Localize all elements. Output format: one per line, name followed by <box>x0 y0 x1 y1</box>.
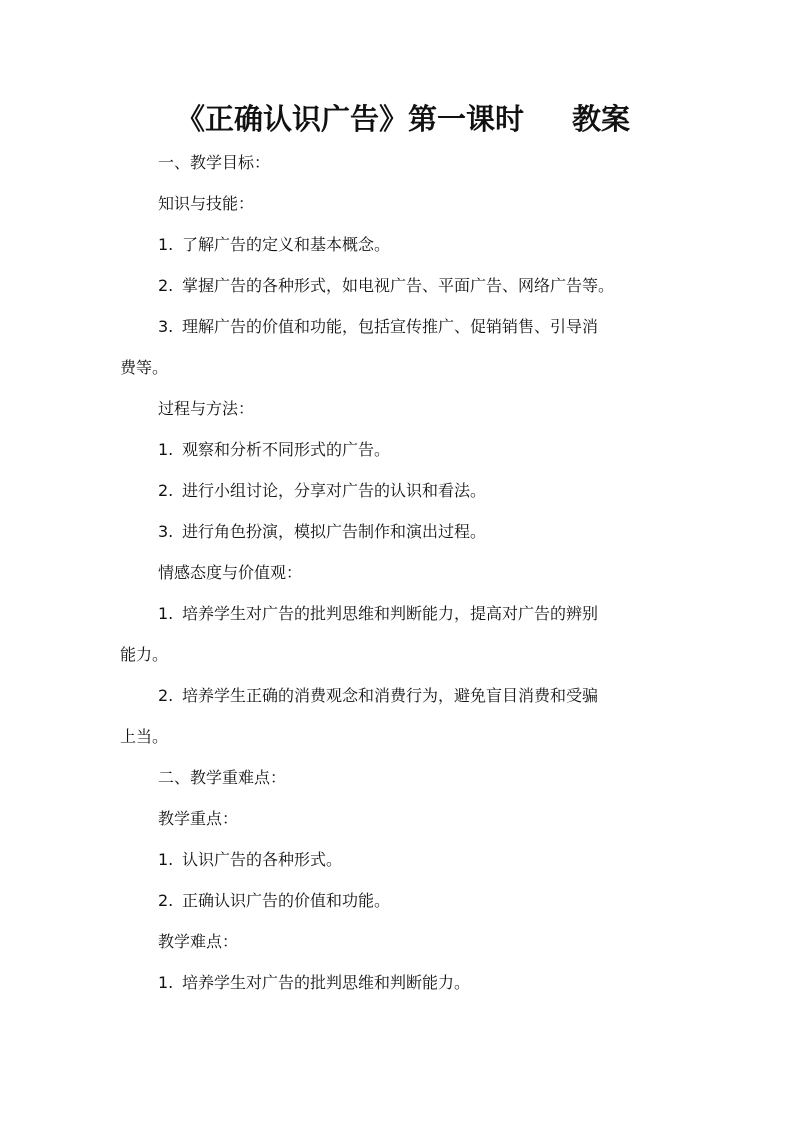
list-text: 进行小组讨论，分享对广告的认识和看法。 <box>182 481 487 500</box>
list-item <box>158 234 390 256</box>
subheading-teaching-focus: 教学重点： <box>158 809 239 828</box>
list-item <box>158 521 486 543</box>
title-main: 《正确认识广告》第一课时 <box>176 102 525 136</box>
list-item-continuation: 能力。 <box>120 645 169 664</box>
list-number: 3. <box>158 317 174 336</box>
subheading-teaching-difficulties: 教学难点： <box>158 932 239 951</box>
list-number: 2. <box>158 481 174 500</box>
subheading-knowledge-skills: 知识与技能： <box>158 194 255 213</box>
list-text: 培养学生对广告的批判思维和判断能力，提高对广告的辨别 <box>182 604 599 623</box>
list-text: 培养学生正确的消费观念和消费行为，避免盲目消费和受骗 <box>182 686 599 705</box>
list-item <box>158 685 598 707</box>
list-item <box>158 890 390 912</box>
section-heading-key-points: 二、教学重难点： <box>158 768 287 787</box>
list-number: 3. <box>158 522 174 541</box>
list-text: 观察和分析不同形式的广告。 <box>182 440 391 459</box>
list-item <box>158 972 470 994</box>
list-item <box>158 275 614 297</box>
list-item <box>158 439 390 461</box>
list-item <box>158 849 342 871</box>
list-item-continuation: 上当。 <box>120 727 169 746</box>
list-number: 1. <box>158 850 174 869</box>
document-title <box>176 95 696 143</box>
list-number: 2. <box>158 686 174 705</box>
list-number: 1. <box>158 235 174 254</box>
list-item <box>158 603 598 625</box>
list-text: 进行角色扮演，模拟广告制作和演出过程。 <box>182 522 487 541</box>
subheading-process-method: 过程与方法： <box>158 399 255 418</box>
section-heading-objectives: 一、教学目标： <box>158 153 271 172</box>
list-number: 1. <box>158 973 174 992</box>
list-number: 2. <box>158 891 174 910</box>
list-item <box>158 316 598 338</box>
list-text: 认识广告的各种形式。 <box>182 850 343 869</box>
subheading-attitude-values: 情感态度与价值观： <box>158 563 303 582</box>
list-number: 1. <box>158 604 174 623</box>
title-suffix: 教案 <box>572 102 631 136</box>
list-number: 2. <box>158 276 174 295</box>
list-number: 1. <box>158 440 174 459</box>
list-text: 正确认识广告的价值和功能。 <box>182 891 391 910</box>
list-item <box>158 480 486 502</box>
list-item-continuation: 费等。 <box>120 358 169 377</box>
list-text: 培养学生对广告的批判思维和判断能力。 <box>182 973 471 992</box>
list-text: 掌握广告的各种形式，如电视广告、平面广告、网络广告等。 <box>182 276 615 295</box>
list-text: 理解广告的价值和功能，包括宣传推广、促销销售、引导消 <box>182 317 599 336</box>
list-text: 了解广告的定义和基本概念。 <box>182 235 391 254</box>
